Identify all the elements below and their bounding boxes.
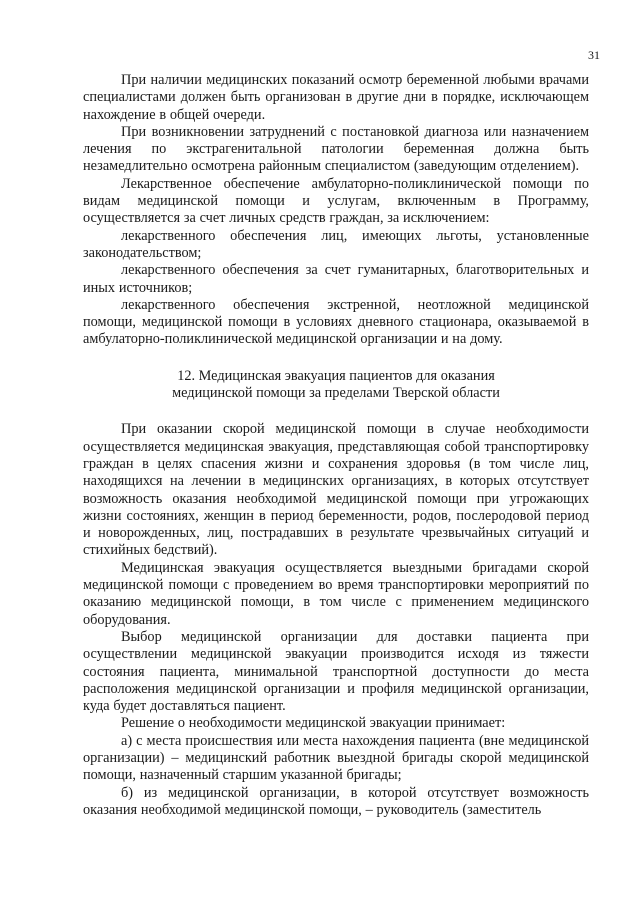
paragraph-exception-benefits: лекарственного обеспечения лиц, имеющих льготы, установленные законодательством; [83,227,589,261]
paragraph-drug-supply: Лекарственное обеспечение амбулаторно-поликлинической помощи по видам медицинской помощи и услугам, включенным в Программу, осуществляется за счет личных средств граждан, за исключением: [83,175,589,227]
document-body [83,72,589,819]
paragraph-exam-specialists: При наличии медицинских показаний осмотр беременной любыми врачами специалистами должен быть организован в другие дни в порядке, исключающем нахождение в общей очереди. [83,72,589,123]
paragraph-exception-emergency: лекарственного обеспечения экстренной, неотложной медицинской помощи, медицинской помощи в условиях дневного стационара, оказываемой в амбулаторно-поликлинической медицинской организации и на дому. [83,296,589,348]
paragraph-decision-intro: Решение о необходимости медицинской эвакуации принимает: [121,715,506,732]
paragraph-exception-humanitarian: лекарственного обеспечения за счет гуманитарных, благотворительных и иных источников; [83,262,589,296]
section-heading [83,368,589,403]
paragraph-diagnosis-difficulties: При возникновении затруднений с постановкой диагноза или назначением лечения по экстрагенитальной патологии беременная должна быть незамедлительно осмотрена районным специалистом (заведующим отделением). [83,123,589,175]
paragraph-evacuation-teams: Медицинская эвакуация осуществляется выездными бригадами скорой медицинской помощи с проведением во время транспортировки мероприятий по оказанию медицинской помощи, в том числе с применением медицинского оборудования. [83,559,589,628]
paragraph-decision-b: б) из медицинской организации, в которой отсутствует возможность оказания необходимой медицинской помощи, – руководитель (заместитель [83,784,589,818]
paragraph-evacuation-definition: При оказании скорой медицинской помощи в случае необходимости осуществляется медицинская эвакуация, представляющая собой транспортировку граждан в целях спасения жизни и сохранения здоровья (в том числе лиц, находящихся на лечении в медицинских организациях, в которых отсутствует возможность оказания необходимой медицинской помощи при угрожающих жизни состояниях, женщин в период беременности, родов, послеродовой период и новорожденных, лиц, пострадавших в результате чрезвычайных ситуаций и стихийных бедствий). [83,421,589,559]
section-heading-line-2: медицинской помощи за пределами Тверской области [172,385,500,402]
section-heading-line-1: 12. Медицинская эвакуация пациентов для оказания [177,367,495,384]
paragraph-organization-choice: Выбор медицинской организации для доставки пациента при осуществлении медицинской эвакуации производится исходя из тяжести состояния пациента, минимальной транспортной доступности до места расположения медицинской организации и профиля медицинской организации, куда будет доставляться пациент. [83,628,589,715]
page-number: 31 [588,48,600,62]
paragraph-decision-a: а) с места происшествия или места нахождения пациента (вне медицинской организации) – медицинский работник выездной бригады скорой медицинской помощи, назначенный старшим указанной бригады; [83,732,589,784]
